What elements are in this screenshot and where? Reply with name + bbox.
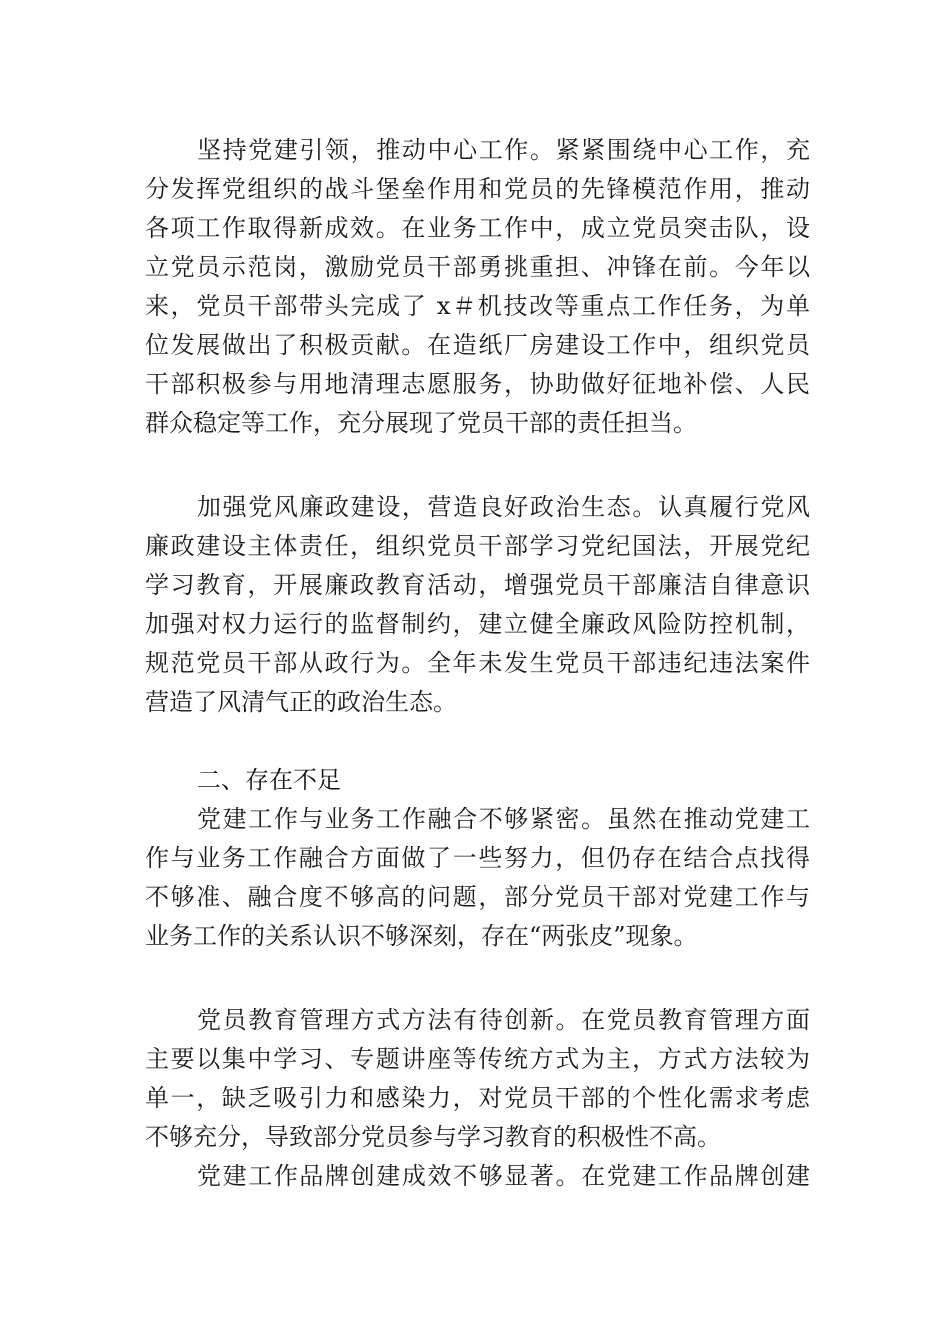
paragraph-4-line-4: 不够充分，导致部分党员参与学习教育的积极性不高。 [145, 1123, 721, 1151]
paragraph-2-line-6: 营造了风清气正的政治生态。 [145, 688, 457, 716]
paragraph-2-line-3: 学习教育，开展廉政教育活动，增强党员干部廉洁自律意识 [145, 571, 810, 599]
paragraph-2-line-2: 廉政建设主体责任，组织党员干部学习党纪国法，开展党纪 [145, 532, 810, 560]
paragraph-1-line-5: 来，党员干部带头完成了 x＃机技改等重点工作任务，为单 [145, 292, 810, 320]
paragraph-1-line-3: 各项工作取得新成效。在业务工作中，成立党员突击队，设 [145, 214, 810, 242]
paragraph-3-line-4: 业务工作的关系认识不够深刻，存在“两张皮”现象。 [145, 922, 698, 950]
paragraph-4-line-1: 党员教育管理方式方法有待创新。在党员教育管理方面 [197, 1006, 810, 1034]
paragraph-1-line-6: 位发展做出了积极贡献。在造纸厂房建设工作中，组织党员 [145, 331, 810, 359]
paragraph-3-line-2: 作与业务工作融合方面做了一些努力，但仍存在结合点找得 [145, 844, 810, 872]
paragraph-3-line-3: 不够准、融合度不够高的问题，部分党员干部对党建工作与 [145, 883, 810, 911]
paragraph-1-line-1: 坚持党建引领，推动中心工作。紧紧围绕中心工作，充 [197, 136, 810, 164]
paragraph-1-line-7: 干部积极参与用地清理志愿服务，协助做好征地补偿、人民 [145, 370, 810, 398]
paragraph-2-line-4: 加强对权力运行的监督制约，建立健全廉政风险防控机制， [145, 610, 810, 638]
paragraph-5-line-1: 党建工作品牌创建成效不够显著。在党建工作品牌创建 [197, 1162, 810, 1190]
paragraph-4-line-2: 主要以集中学习、专题讲座等传统方式为主，方式方法较为 [145, 1045, 810, 1073]
paragraph-2-line-1: 加强党风廉政建设，营造良好政治生态。认真履行党风 [197, 493, 810, 521]
paragraph-1-line-4: 立党员示范岗，激励党员干部勇挑重担、冲锋在前。今年以 [145, 253, 810, 281]
paragraph-2-line-5: 规范党员干部从政行为。全年未发生党员干部违纪违法案件 [145, 649, 810, 677]
paragraph-1-line-2: 分发挥党组织的战斗堡垒作用和党员的先锋模范作用，推动 [145, 175, 810, 203]
paragraph-3-line-1: 党建工作与业务工作融合不够紧密。虽然在推动党建工 [197, 805, 810, 833]
section-heading: 二、存在不足 [197, 766, 341, 794]
paragraph-4-line-3: 单一，缺乏吸引力和感染力，对党员干部的个性化需求考虑 [145, 1084, 810, 1112]
paragraph-1-line-8: 群众稳定等工作，充分展现了党员干部的责任担当。 [145, 409, 697, 437]
